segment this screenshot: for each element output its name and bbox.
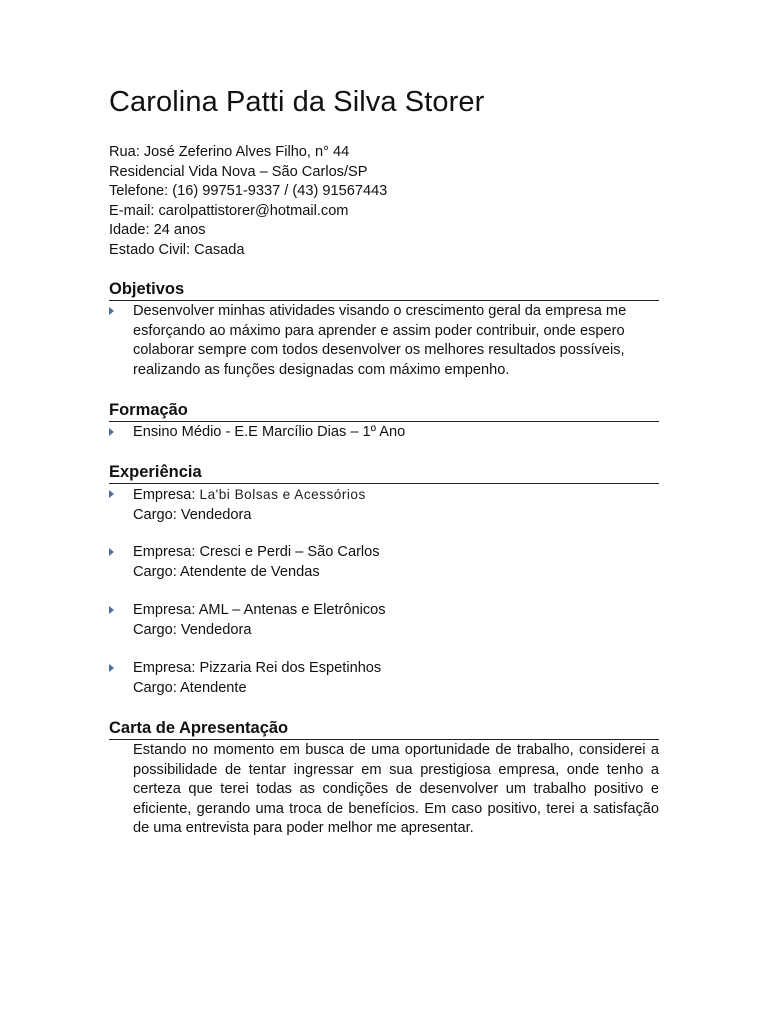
bullet-arrow-icon: [109, 606, 114, 614]
experience-item: [109, 543, 659, 582]
section-title-experiencia: Experiência: [109, 462, 659, 484]
cargo-line: Cargo: Vendedora: [133, 621, 252, 638]
empresa-name: Cresci e Perdi – São Carlos: [199, 544, 380, 560]
formacao-item: [109, 423, 659, 443]
objetivos-item: [109, 302, 659, 380]
experience-item: [109, 601, 659, 640]
experience-item: [109, 659, 659, 698]
cargo-line: Cargo: Atendente: [133, 679, 247, 696]
objetivos-text: Desenvolver minhas atividades visando o crescimento geral da empresa me esforçando ao máximo para aprender e assim poder contribuir, onde espero colaborar sempre com todos desenvolver os melhores resultados possíveis, realizando as funções designadas com máximo empenho.: [133, 303, 627, 378]
empresa-name: Pizzaria Rei dos Espetinhos: [199, 660, 382, 676]
carta-text: Estando no momento em busca de uma oportunidade de trabalho, considerei a possibilidade de tentar ingressar em sua prestigiosa empresa, onde tenho a certeza que terei todas as condições de desenvolver um trabalho positivo e eficiente, gerando uma troca de benefícios. Em caso positivo, terei a satisfação de uma entrevista para poder melhor me apresentar.: [133, 742, 659, 837]
address-line: Rua: José Zeferino Alves Filho, n° 44: [109, 144, 350, 160]
email-line: E-mail: carolpattistorer@hotmail.com: [109, 202, 349, 219]
section-title-formacao: Formação: [109, 400, 659, 422]
bullet-arrow-icon: [109, 490, 114, 498]
formacao-text: Ensino Médio - E.E Marcílio Dias – 1º Ano: [133, 424, 406, 440]
marital-status-line: Estado Civil: Casada: [109, 241, 245, 258]
bullet-arrow-icon: [109, 428, 114, 436]
cargo-line: Cargo: Atendente de Vendas: [133, 563, 320, 580]
bullet-arrow-icon: [109, 307, 114, 315]
contact-block: [109, 143, 387, 261]
empresa-label: Empresa:: [133, 487, 200, 503]
cargo-line: Cargo: Vendedora: [133, 506, 252, 523]
empresa-name: La'bi Bolsas e Acessórios: [199, 487, 366, 502]
empresa-label: Empresa:: [133, 660, 200, 676]
section-title-objetivos: Objetivos: [109, 279, 659, 301]
candidate-name: Carolina Patti da Silva Storer: [109, 86, 485, 118]
empresa-label: Empresa:: [133, 602, 199, 618]
section-title-carta: Carta de Apresentação: [109, 718, 659, 740]
bullet-arrow-icon: [109, 664, 114, 672]
age-line: Idade: 24 anos: [109, 222, 206, 239]
empresa-label: Empresa:: [133, 544, 200, 560]
experience-item: [109, 485, 659, 525]
bullet-arrow-icon: [109, 548, 114, 556]
phone-line: Telefone: (16) 99751-9337 / (43) 91567443: [109, 183, 388, 200]
neighborhood-line: Residencial Vida Nova – São Carlos/SP: [109, 163, 368, 180]
carta-item: [109, 741, 659, 839]
empresa-name: AML – Antenas e Eletrônicos: [198, 602, 386, 618]
